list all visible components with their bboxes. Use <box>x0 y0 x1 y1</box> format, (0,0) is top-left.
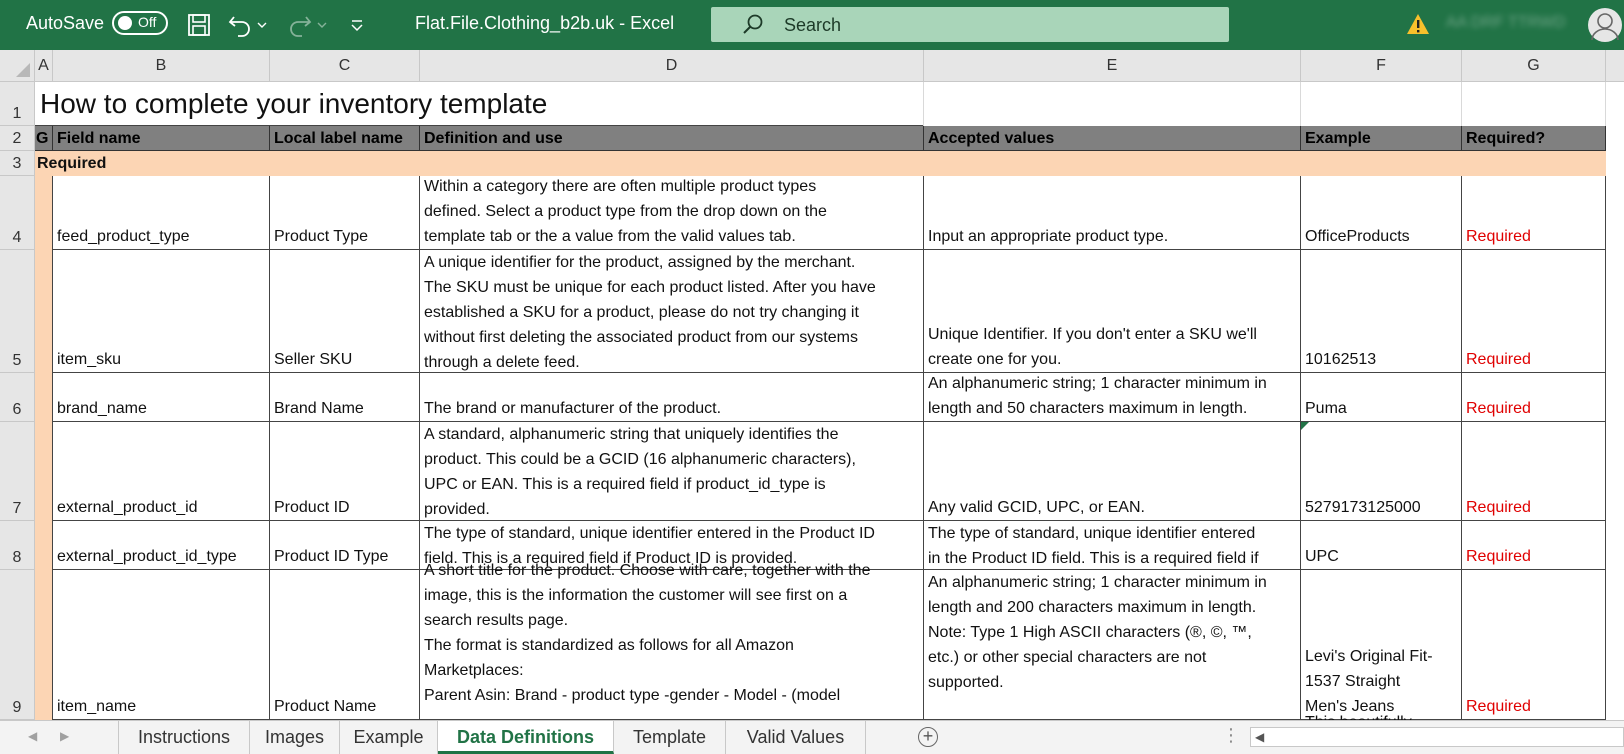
required-cell[interactable] <box>1462 176 1606 250</box>
example-cell-line: Levi's Original Fit- <box>1305 648 1433 665</box>
local-label-cell[interactable] <box>270 422 420 521</box>
sheet-tab-valid-values[interactable]: Valid Values <box>726 721 866 754</box>
accepted-values-cell[interactable] <box>924 521 1301 570</box>
example-cell-line: Puma <box>1305 400 1347 417</box>
header-example[interactable]: Example <box>1301 126 1462 151</box>
row-header-2[interactable]: 2 <box>0 126 34 151</box>
add-sheet-button[interactable]: + <box>918 727 938 747</box>
local-label-cell[interactable] <box>270 250 420 373</box>
example-cell-line: 1537 Straight <box>1305 673 1401 690</box>
row-header-6[interactable]: 6 <box>0 373 34 422</box>
example-cell[interactable] <box>1301 176 1462 250</box>
definition-cell-line: The brand or manufacturer of the product. <box>424 400 722 417</box>
accepted-values-cell-line: An alphanumeric string; 1 character minimum in <box>928 574 1267 591</box>
local-label-cell[interactable] <box>270 570 420 720</box>
undo-icon[interactable] <box>228 12 254 38</box>
redo-dropdown-icon[interactable] <box>316 12 328 38</box>
accepted-values-cell-line: supported. <box>928 674 1004 691</box>
definition-cell-line: without first deleting the associated product from our systems <box>424 329 858 346</box>
definition-cell-line: provided. <box>424 501 490 518</box>
row-headers <box>0 82 35 720</box>
example-cell[interactable] <box>1301 570 1462 720</box>
autosave-toggle[interactable] <box>112 11 168 35</box>
accepted-values-cell-line: create one for you. <box>928 351 1062 368</box>
row-header-5[interactable]: 5 <box>0 250 34 373</box>
definition-cell-line: field. This is a required field if Product ID is provided. <box>424 550 798 567</box>
required-cell-line: Required <box>1466 499 1531 516</box>
required-cell-line: Required <box>1466 228 1531 245</box>
sheet-title[interactable]: How to complete your inventory template <box>35 82 923 126</box>
column-header-f[interactable]: F <box>1301 50 1462 81</box>
definition-cell-line: image, this is the information the customer will see first on a <box>424 587 848 604</box>
column-header-e[interactable]: E <box>924 50 1301 81</box>
required-cell[interactable] <box>1462 521 1606 570</box>
title-bar <box>0 0 1624 50</box>
search-box[interactable] <box>711 7 1229 42</box>
local-label-cell-line: Seller SKU <box>274 351 353 368</box>
definition-cell-line: A standard, alphanumeric string that uniquely identifies the <box>424 426 839 443</box>
column-header-b[interactable]: B <box>53 50 270 81</box>
example-cell[interactable] <box>1301 422 1462 521</box>
definition-cell-line: search results page. <box>424 612 569 629</box>
definition-cell-line: template tab or the a value from the valid values tab. <box>424 228 796 245</box>
toggle-knob <box>118 16 132 30</box>
column-headers <box>0 50 1624 82</box>
accepted-values-cell-line: length and 200 characters maximum in length. <box>928 599 1257 616</box>
definition-cell-line: A unique identifier for the product, assigned by the merchant. <box>424 254 856 271</box>
definition-cell-line: established a SKU for a product, please do not try changing it <box>424 304 859 321</box>
example-cell-line: 5279173125000 <box>1305 499 1421 516</box>
accepted-values-cell-line: etc.) or other special characters are not <box>928 649 1207 666</box>
required-cell[interactable] <box>1462 250 1606 373</box>
undo-dropdown-icon[interactable] <box>256 12 268 38</box>
save-icon[interactable] <box>186 12 212 38</box>
accepted-values-cell-line: Input an appropriate product type. <box>928 228 1169 245</box>
sheet-tab-template[interactable]: Template <box>614 721 726 754</box>
field-name-cell[interactable] <box>53 570 270 720</box>
definition-cell[interactable] <box>420 422 924 521</box>
redo-icon[interactable] <box>286 12 312 38</box>
required-cell-line: Required <box>1466 400 1531 417</box>
local-label-cell-line: Product ID <box>274 499 350 516</box>
definition-cell[interactable] <box>420 250 924 373</box>
field-name-cell-line: feed_product_type <box>57 228 190 245</box>
warning-icon[interactable] <box>1406 12 1430 41</box>
document-title: Flat.File.Clothing_b2b.uk - Excel <box>415 13 675 33</box>
example-cell[interactable] <box>1301 521 1462 570</box>
definition-cell-line: The type of standard, unique identifier entered in the Product ID <box>424 525 875 542</box>
accepted-values-cell-line: Any valid GCID, UPC, or EAN. <box>928 499 1145 516</box>
accepted-values-cell[interactable] <box>924 176 1301 250</box>
avatar[interactable] <box>1588 8 1622 42</box>
column-header-a[interactable]: A <box>35 50 53 81</box>
sheet-tab-data-definitions[interactable]: Data Definitions <box>438 721 614 754</box>
local-label-cell-line: Product ID Type <box>274 548 389 565</box>
next-sheet-icon[interactable]: ▶ <box>60 729 70 743</box>
local-label-cell-line: Product Type <box>274 228 368 245</box>
definition-cell[interactable] <box>420 176 924 250</box>
header-required[interactable]: Required? <box>1462 126 1606 151</box>
definition-cell-line: product. This could be a GCID (16 alphanumeric characters), <box>424 451 856 468</box>
sheet-tab-instructions[interactable]: Instructions <box>118 721 250 754</box>
field-name-cell[interactable] <box>53 176 270 250</box>
spreadsheet-grid[interactable] <box>35 82 1624 720</box>
field-name-cell-line: external_product_id <box>57 499 198 516</box>
horizontal-scrollbar[interactable] <box>1250 727 1624 747</box>
select-all-corner[interactable] <box>0 50 35 81</box>
definition-cell-line: A short title for the product. Choose with care, together with the <box>424 562 871 579</box>
accepted-values-cell-line: Note: Type 1 High ASCII characters (®, ©, ™, <box>928 624 1252 641</box>
row-header-8[interactable]: 8 <box>0 521 34 570</box>
definition-cell-line: The format is standardized as follows for all Amazon <box>424 637 794 654</box>
header-field-name[interactable]: Field name <box>53 126 270 151</box>
row-header-7[interactable]: 7 <box>0 422 34 521</box>
search-icon <box>741 13 765 42</box>
row-header-1[interactable]: 1 <box>0 82 34 126</box>
sheet-tab-bar <box>0 720 1624 754</box>
required-cell[interactable] <box>1462 422 1606 521</box>
field-name-cell[interactable] <box>53 422 270 521</box>
row-header-9[interactable]: 9 <box>0 570 34 720</box>
accepted-values-cell-line: The type of standard, unique identifier entered <box>928 525 1256 542</box>
header-cell-a[interactable]: G <box>35 126 53 151</box>
example-cell-line: Men's Jeans <box>1305 698 1395 715</box>
column-header-d[interactable]: D <box>420 50 924 81</box>
field-name-cell-line: item_name <box>57 698 137 715</box>
required-cell-line: Required <box>1466 548 1531 565</box>
sheet-tab-images[interactable]: Images <box>250 721 340 754</box>
definition-cell-line: through a delete feed. <box>424 354 580 371</box>
autosave-label: AutoSave <box>26 13 105 33</box>
accepted-values-cell[interactable] <box>924 373 1301 422</box>
user-name[interactable]: AA DRF TTRWD <box>1446 14 1566 31</box>
required-cell-line: Required <box>1466 351 1531 368</box>
row-header-3[interactable]: 3 <box>0 151 34 176</box>
accepted-values-cell-line: length and 50 characters maximum in length. <box>928 400 1248 417</box>
example-cell[interactable] <box>1301 250 1462 373</box>
header-local-label[interactable]: Local label name <box>270 126 420 151</box>
accepted-values-cell-line: An alphanumeric string; 1 character minimum in <box>928 375 1267 392</box>
field-name-cell[interactable] <box>53 250 270 373</box>
required-cell[interactable] <box>1462 570 1606 720</box>
required-cell[interactable] <box>1462 373 1606 422</box>
field-name-cell-line: external_product_id_type <box>57 548 237 565</box>
local-label-cell[interactable] <box>270 373 420 422</box>
header-accepted-values[interactable]: Accepted values <box>924 126 1301 151</box>
accepted-values-cell[interactable] <box>924 422 1301 521</box>
previous-sheet-icon[interactable]: ◀ <box>28 729 38 743</box>
definition-cell-line: Within a category there are often multiple product types <box>424 178 817 195</box>
column-header-c[interactable]: C <box>270 50 420 81</box>
example-cell-line: OfficeProducts <box>1305 228 1410 245</box>
cell-comment-indicator <box>1301 422 1309 430</box>
definition-cell-line: Parent Asin: Brand - product type -gender - Model - (model <box>424 687 841 704</box>
field-name-cell-line: brand_name <box>57 400 147 417</box>
accepted-values-cell[interactable] <box>924 570 1301 720</box>
definition-cell-line: Marketplaces: <box>424 662 524 679</box>
scroll-left-icon[interactable]: ◀ <box>1255 730 1265 744</box>
accepted-values-cell-line: Unique Identifier. If you don't enter a SKU we'll <box>928 326 1257 343</box>
sheet-tab-example[interactable]: Example <box>340 721 438 754</box>
group-strip <box>35 176 53 720</box>
example-cell[interactable] <box>1301 373 1462 422</box>
local-label-cell-line: Brand Name <box>274 400 364 417</box>
header-definition[interactable]: Definition and use <box>420 126 924 151</box>
local-label-cell-line: Product Name <box>274 698 377 715</box>
tab-splitter-handle[interactable]: ⋮ <box>1222 725 1240 745</box>
field-name-cell[interactable] <box>53 521 270 570</box>
section-required-label[interactable]: Required <box>35 151 1606 176</box>
row-header-4[interactable]: 4 <box>0 176 34 250</box>
customize-toolbar-icon[interactable] <box>344 12 370 38</box>
local-label-cell[interactable] <box>270 176 420 250</box>
field-name-cell-line: item_sku <box>57 351 122 368</box>
definition-cell-line: defined. Select a product type from the drop down on the <box>424 203 827 220</box>
autosave-state: Off <box>138 14 157 30</box>
column-header-g[interactable]: G <box>1462 50 1606 81</box>
local-label-cell[interactable] <box>270 521 420 570</box>
accepted-values-cell[interactable] <box>924 250 1301 373</box>
example-cell-line: UPC <box>1305 548 1339 565</box>
search-placeholder: Search <box>784 15 842 35</box>
example-cell-line: 10162513 <box>1305 351 1377 368</box>
field-name-cell[interactable] <box>53 373 270 422</box>
definition-cell[interactable] <box>420 562 924 720</box>
required-cell-line: Required <box>1466 698 1531 715</box>
definition-cell[interactable] <box>420 373 924 422</box>
definition-cell-line: The SKU must be unique for each product listed. After you have <box>424 279 876 296</box>
definition-cell-line: UPC or EAN. This is a required field if product_id_type is <box>424 476 826 493</box>
accepted-values-cell-line: in the Product ID field. This is a required field if <box>928 550 1259 567</box>
